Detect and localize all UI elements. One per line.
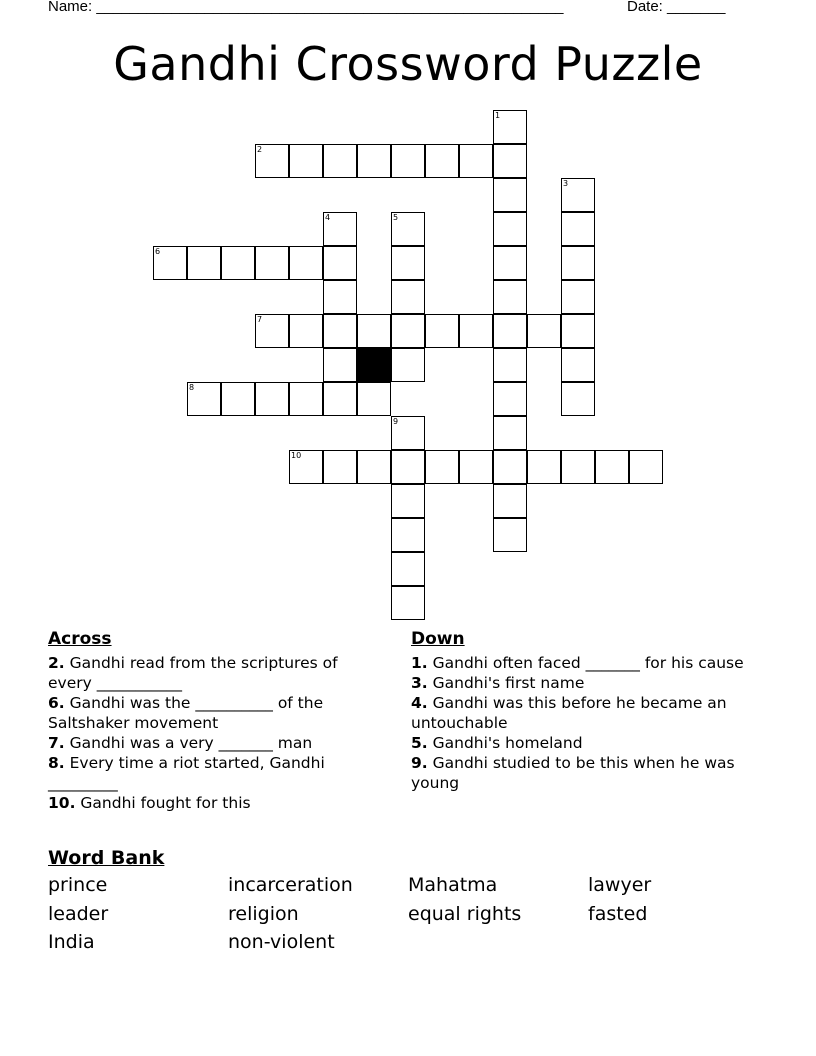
clue-number: 9. (411, 754, 428, 772)
crossword-cell[interactable] (323, 314, 357, 348)
clue-text: Gandhi was the __________ of the Saltshaker movement (48, 694, 324, 732)
crossword-cell[interactable] (561, 178, 595, 212)
crossword-cell[interactable] (493, 348, 527, 382)
crossword-cell[interactable] (187, 382, 221, 416)
across-clues (48, 628, 386, 813)
word-bank-item: India (48, 931, 95, 953)
cell-number: 1 (495, 111, 501, 120)
down-clue-4 (411, 693, 756, 733)
crossword-cell[interactable] (289, 450, 323, 484)
crossword-cell[interactable] (289, 144, 323, 178)
cell-number: 7 (257, 315, 263, 324)
crossword-cell[interactable] (391, 484, 425, 518)
clue-number: 1. (411, 654, 428, 672)
across-clue-8 (48, 753, 386, 793)
word-bank (48, 874, 768, 960)
crossword-cell[interactable] (391, 280, 425, 314)
clue-text: Gandhi was this before he became an untouchable (411, 694, 727, 732)
clue-text: Gandhi was a very _______ man (64, 734, 313, 752)
across-clue-2 (48, 653, 386, 693)
crossword-cell[interactable] (425, 450, 459, 484)
clue-number: 7. (48, 734, 65, 752)
crossword-cell[interactable] (425, 314, 459, 348)
down-clue-3 (411, 673, 756, 693)
crossword-cell[interactable] (323, 348, 357, 382)
crossword-cell[interactable] (255, 246, 289, 280)
crossword-cell[interactable] (323, 246, 357, 280)
crossword-cell[interactable] (323, 450, 357, 484)
crossword-cell[interactable] (289, 382, 323, 416)
crossword-cell[interactable] (561, 382, 595, 416)
clue-number: 6. (48, 694, 65, 712)
crossword-black-cell (357, 348, 391, 382)
crossword-cell[interactable] (493, 314, 527, 348)
crossword-cell[interactable] (493, 382, 527, 416)
crossword-cell[interactable] (527, 314, 561, 348)
clue-text: Gandhi studied to be this when he was young (411, 754, 735, 792)
crossword-cell[interactable] (561, 280, 595, 314)
crossword-cell[interactable] (493, 518, 527, 552)
clue-text: Every time a riot started, Gandhi _________ (48, 754, 325, 792)
crossword-cell[interactable] (561, 450, 595, 484)
crossword-cell[interactable] (459, 314, 493, 348)
crossword-cell[interactable] (221, 246, 255, 280)
across-clue-6 (48, 693, 386, 733)
crossword-cell[interactable] (391, 348, 425, 382)
word-bank-heading: Word Bank (48, 847, 165, 869)
word-bank-item: incarceration (228, 874, 353, 896)
crossword-cell[interactable] (561, 212, 595, 246)
down-clues (411, 628, 756, 793)
crossword-cell[interactable] (391, 144, 425, 178)
crossword-cell[interactable] (493, 484, 527, 518)
cell-number: 2 (257, 145, 263, 154)
crossword-cell[interactable] (323, 144, 357, 178)
clue-text: Gandhi fought for this (75, 794, 251, 812)
crossword-cell[interactable] (289, 314, 323, 348)
crossword-cell[interactable] (595, 450, 629, 484)
crossword-cell[interactable] (425, 144, 459, 178)
crossword-cell[interactable] (187, 246, 221, 280)
cell-number: 3 (563, 179, 569, 188)
crossword-cell[interactable] (391, 552, 425, 586)
word-bank-item: equal rights (408, 902, 522, 925)
crossword-cell[interactable] (391, 450, 425, 484)
crossword-cell[interactable] (255, 382, 289, 416)
clue-number: 5. (411, 734, 428, 752)
word-bank-item: lawyer (588, 874, 652, 896)
crossword-cell[interactable] (493, 280, 527, 314)
clue-number: 8. (48, 754, 65, 772)
crossword-cell[interactable] (493, 450, 527, 484)
cell-number: 4 (325, 213, 331, 222)
crossword-cell[interactable] (459, 450, 493, 484)
word-bank-item: Mahatma (408, 874, 498, 896)
crossword-cell[interactable] (459, 144, 493, 178)
across-clue-7 (48, 733, 386, 753)
across-clue-10 (48, 793, 386, 813)
down-heading: Down (411, 629, 465, 649)
name-line: Name: ________________________________________________________ (48, 0, 564, 15)
crossword-cell[interactable] (493, 416, 527, 450)
word-bank-item: non-violent (228, 931, 335, 953)
cell-number: 9 (393, 417, 399, 426)
clue-text: Gandhi often faced _______ for his cause (427, 654, 744, 672)
crossword-cell[interactable] (527, 450, 561, 484)
clue-number: 2. (48, 654, 65, 672)
word-bank-item: religion (228, 902, 299, 925)
down-clue-9 (411, 753, 756, 793)
crossword-cell[interactable] (391, 518, 425, 552)
crossword-cell[interactable] (493, 110, 527, 144)
clue-number: 10. (48, 794, 76, 812)
crossword-cell[interactable] (323, 382, 357, 416)
date-line: Date: _______ (627, 0, 726, 15)
crossword-cell[interactable] (493, 246, 527, 280)
crossword-cell[interactable] (629, 450, 663, 484)
crossword-cell[interactable] (561, 246, 595, 280)
clue-text: Gandhi's homeland (427, 734, 583, 752)
crossword-cell[interactable] (357, 314, 391, 348)
crossword-cell[interactable] (391, 246, 425, 280)
crossword-cell[interactable] (561, 348, 595, 382)
cell-number: 10 (291, 451, 302, 460)
crossword-cell[interactable] (357, 144, 391, 178)
crossword-cell[interactable] (221, 382, 255, 416)
crossword-cell[interactable] (391, 212, 425, 246)
clue-text: Gandhi's first name (427, 674, 585, 692)
crossword-cell[interactable] (391, 314, 425, 348)
crossword-cell[interactable] (255, 144, 289, 178)
word-bank-item: leader (48, 902, 109, 925)
crossword-cell[interactable] (323, 212, 357, 246)
crossword-cell[interactable] (323, 280, 357, 314)
crossword-cell[interactable] (391, 586, 425, 620)
crossword-cell[interactable] (357, 450, 391, 484)
crossword-cell[interactable] (493, 212, 527, 246)
clue-text: Gandhi read from the scriptures of every ___________ (48, 654, 338, 692)
clue-number: 4. (411, 694, 428, 712)
crossword-cell[interactable] (561, 314, 595, 348)
clue-number: 3. (411, 674, 428, 692)
page-title: Gandhi Crossword Puzzle (113, 37, 703, 91)
crossword-cell[interactable] (255, 314, 289, 348)
cell-number: 5 (393, 213, 399, 222)
crossword-cell[interactable] (289, 246, 323, 280)
across-heading: Across (48, 629, 112, 649)
cell-number: 6 (155, 247, 161, 256)
word-bank-item: fasted (588, 902, 648, 925)
crossword-cell[interactable] (357, 382, 391, 416)
crossword-cell[interactable] (391, 416, 425, 450)
cell-number: 8 (189, 383, 195, 392)
down-clue-1 (411, 653, 756, 673)
down-clue-5 (411, 733, 756, 753)
crossword-cell[interactable] (153, 246, 187, 280)
crossword-cell[interactable] (493, 178, 527, 212)
word-bank-item: prince (48, 874, 108, 896)
crossword-cell[interactable] (493, 144, 527, 178)
